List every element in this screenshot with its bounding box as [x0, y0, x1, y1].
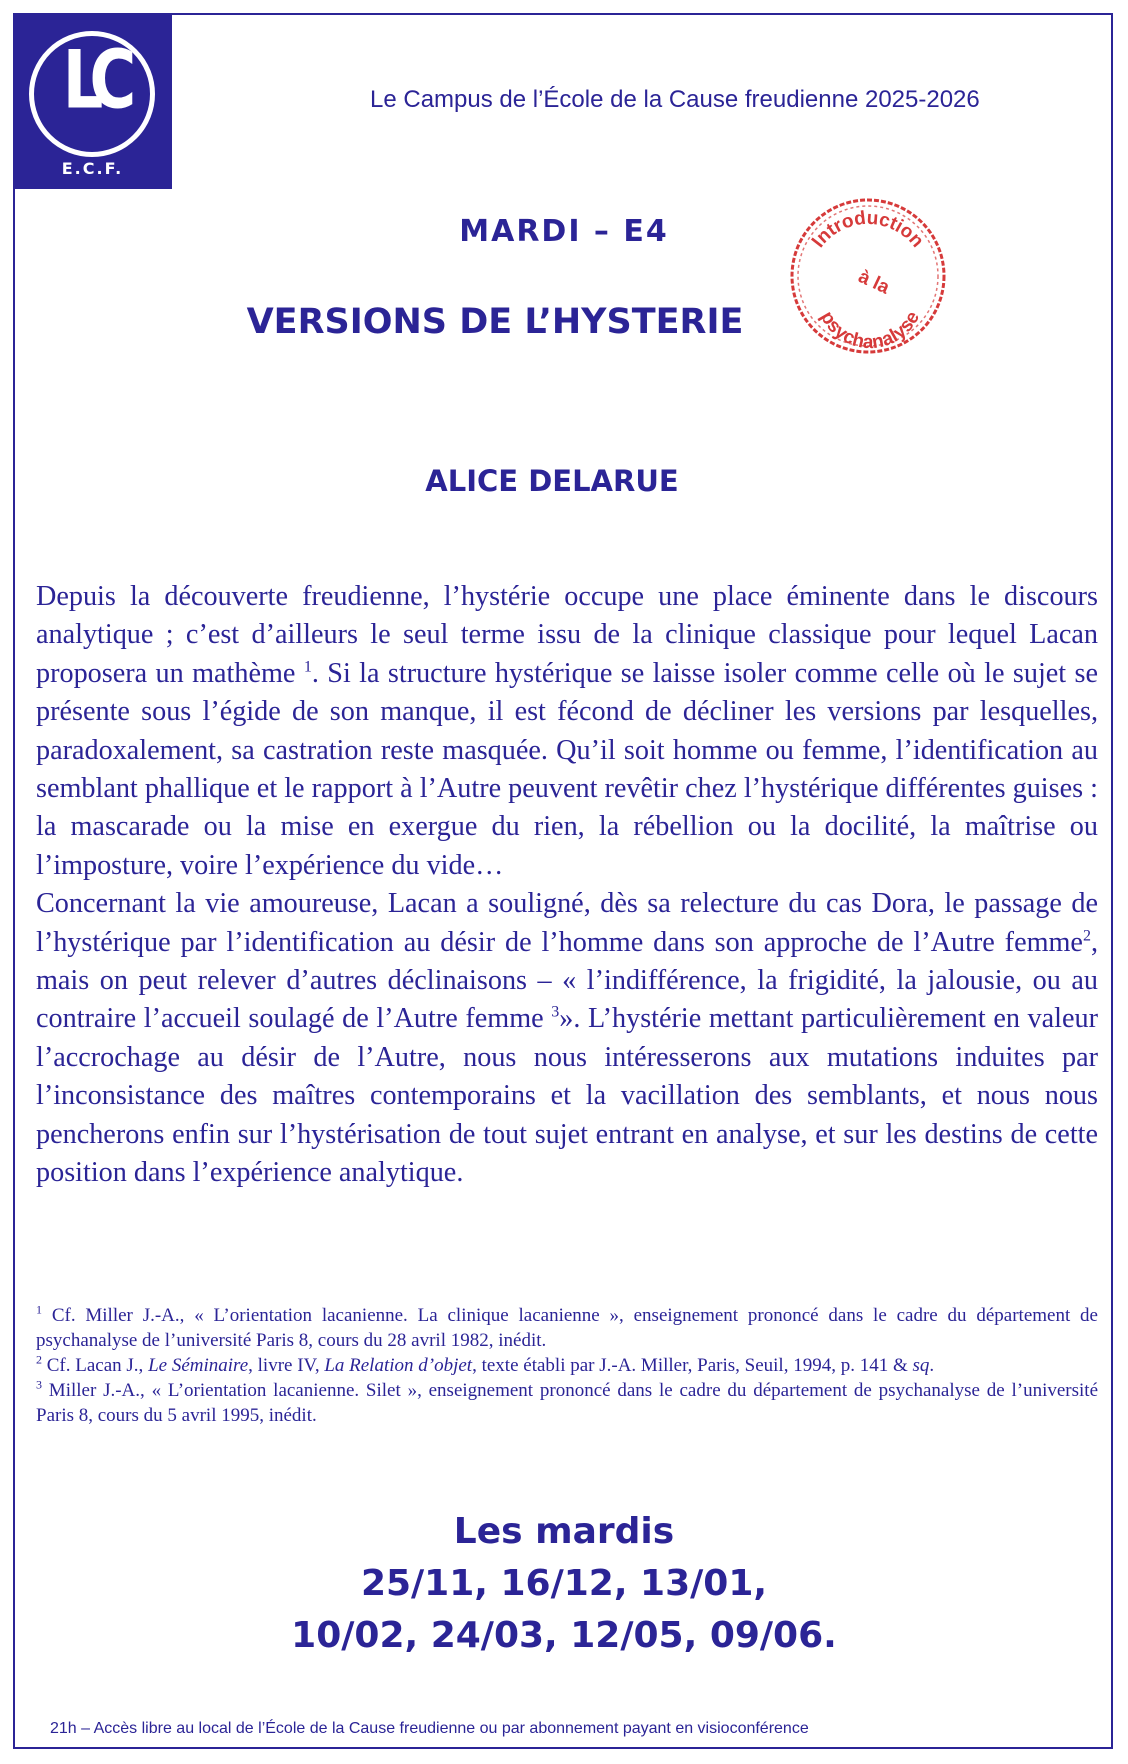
footnote-ref-2: 2 — [1082, 927, 1091, 945]
paragraph-2 — [36, 885, 1098, 1192]
footnote-3 — [36, 1378, 1098, 1428]
dates-line-1: 25/11, 16/12, 13/01, — [360, 1563, 768, 1604]
footnote-2-italic-3: sq — [912, 1355, 930, 1376]
course-description — [36, 578, 1098, 1193]
footnote-2-text-b: , livre IV, — [248, 1355, 325, 1376]
footnote-2-text-a: Cf. Lacan J., — [42, 1355, 149, 1376]
footnote-1-number: 1 — [36, 1302, 42, 1317]
stamp-line1: Introduction — [807, 207, 928, 252]
stamp-line3: psychanalyse — [815, 307, 925, 354]
footnote-2-italic-1: Le Séminaire — [148, 1355, 249, 1376]
intro-stamp — [788, 196, 948, 356]
footnote-ref-1: 1 — [303, 658, 312, 676]
footnote-3-number: 3 — [36, 1377, 42, 1392]
paragraph-1 — [36, 578, 1098, 885]
paragraph-2-part-b: , mais on peut relever d’autres déclinaisons – « l’indifférence, la frigidité, la jalousie, ou au contraire l’accueil soulagé de l’Autre femme — [36, 926, 1098, 1035]
footnotes — [36, 1303, 1098, 1428]
paragraph-1-part-a: Depuis la découverte freudienne, l’hystérie occupe une place éminente dans le discours analytique ; c’est d’ailleurs le seul terme issu de la clinique classique pour lequel Lacan proposera un mathème — [36, 581, 1098, 689]
logo-letters: LC — [62, 34, 123, 128]
session-dates — [0, 1506, 1128, 1662]
footnote-2-text-d: . — [929, 1355, 935, 1376]
logo-subtitle: E.C.F. — [61, 159, 124, 178]
footnote-2-number: 2 — [36, 1352, 42, 1367]
session-code: MARDI – E4 — [459, 214, 669, 249]
footnote-1-text: Cf. Miller J.-A., « L’orientation lacanienne. La clinique lacanienne », enseignement prononcé dans le cadre du département de psychanalyse de l’université Paris 8, cours du 28 avril 1982, inédit. — [36, 1305, 1098, 1351]
dates-line-2: 10/02, 24/03, 12/05, 09/06. — [291, 1615, 837, 1656]
ecf-logo — [13, 13, 172, 189]
footnote-2-italic-2: La Relation d’objet — [324, 1355, 473, 1376]
footnote-1 — [36, 1303, 1098, 1353]
access-info: 21h – Accès libre au local de l’École de la Cause freudienne ou par abonnement payant en visioconférence — [50, 1720, 809, 1737]
footnote-ref-3: 3 — [551, 1004, 560, 1022]
paragraph-2-part-a: Concernant la vie amoureuse, Lacan a souligné, dès sa relecture du cas Dora, le passage de l’hystérique par l’identification au désir de l’homme dans son approche de l’Autre femme — [36, 888, 1098, 958]
paragraph-1-part-b: . Si la structure hystérique se laisse isoler comme celle où le sujet se présente sous l’égide de son manque, il est fécond de décliner les versions par lesquelles, paradoxalement, sa castration reste masquée. Qu’il soit homme ou femme, l’identification au semblant phallique et le rapport à l’Autre peuvent revêtir chez l’hystérique différentes guises : la mascarade ou la mise en exergue du rien, la rébellion ou la docilité, la maîtrise ou l’imposture, voire l’expérience du vide… — [36, 657, 1098, 881]
course-title: VERSIONS DE L’HYSTERIE — [246, 302, 744, 342]
stamp-line2: à la — [854, 266, 893, 299]
campus-heading: Le Campus de l’École de la Cause freudienne 2025-2026 — [370, 86, 980, 113]
footnote-2 — [36, 1353, 1098, 1378]
paragraph-2-part-c: ». L’hystérie mettant particulièrement en valeur l’accrochage au désir de l’Autre, nous nous intéresserons aux mutations induites par l’inconsistance des maîtres contemporains et la vacillation des semblants, et nous nous pencherons enfin sur l’hystérisation de tout sujet entrant en analyse, et sur les destins de cette position dans l’expérience analytique. — [36, 1003, 1098, 1189]
footnote-2-text-c: , texte établi par J.-A. Miller, Paris, Seuil, 1994, p. 141 & — [472, 1355, 913, 1376]
dates-heading: Les mardis — [453, 1511, 675, 1552]
footnote-3-text: Miller J.-A., « L’orientation lacanienne. Silet », enseignement prononcé dans le cadre du département de psychanalyse de l’université Paris 8, cours du 5 avril 1995, inédit. — [36, 1380, 1098, 1426]
author-name: ALICE DELARUE — [425, 464, 679, 498]
